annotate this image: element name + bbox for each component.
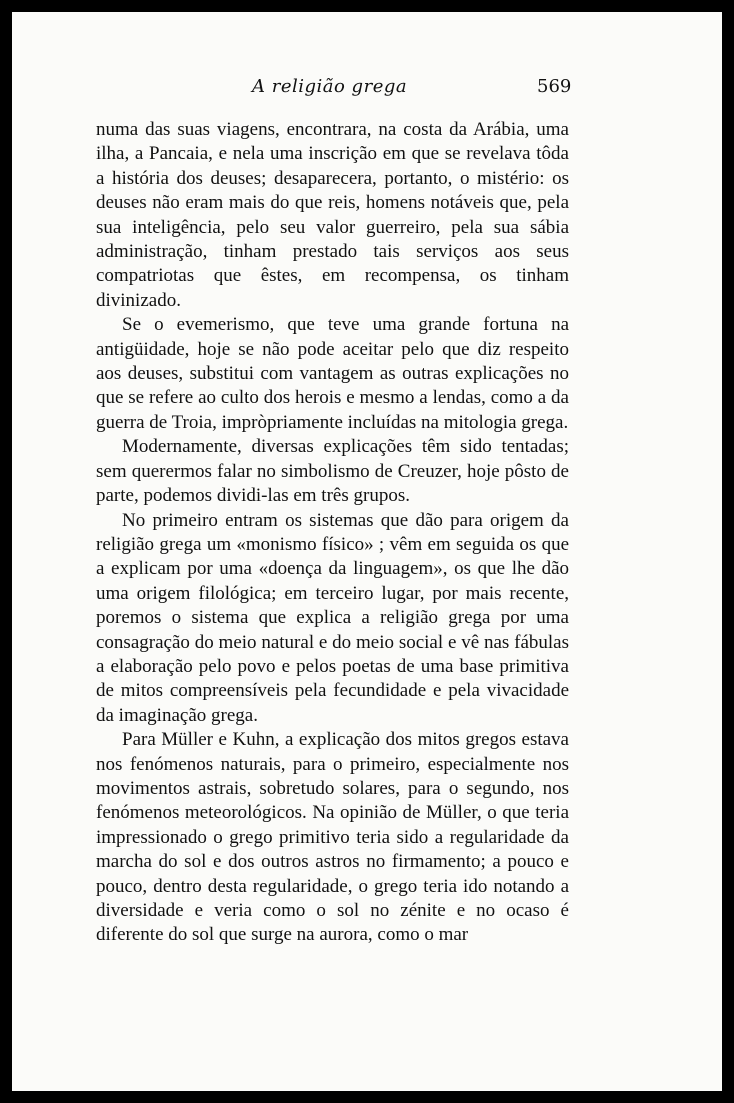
book-page bbox=[12, 12, 722, 1091]
paragraph-evemerismo: Se o evemerismo, que teve uma grande fortuna na antigüidade, hoje se não pode aceitar pelo que diz respeito aos deuses, substitui com vantagem as outras explicações no que se refere ao culto dos herois e mesmo a lendas, como a da guerra de Troia, impròpriamente incluídas na mitologia grega. bbox=[96, 314, 569, 433]
paragraph-muller-kuhn: Para Müller e Kuhn, a explicação dos mitos gregos estava nos fenómenos naturais, para o primeiro, especialmente nos movimentos astrais, sobretudo solares, para o segundo, nos fenómenos meteorológicos. Na opinião de Müller, o que teria impressionado o grego primitivo teria sido a regularidade da marcha do sol e dos outros astros no firmamento; a pouco e pouco, dentro desta regularidade, o grego teria ido notando a diversidade e veria como o sol no zénite e no ocaso é diferente do sol que surge na aurora, como o mar bbox=[96, 729, 569, 946]
paragraph-continuation: numa das suas viagens, encontrara, na costa da Arábia, uma ilha, a Pancaia, e nela uma inscrição em que se revelava tôda a história dos deuses; desaparecera, portanto, o mistério: os deuses não eram mais do que reis, homens notáveis que, pela sua inteligência, pelo seu valor guerreiro, pela sua sábia administração, tinham prestado tais serviços aos seus compatriotas que êstes, em recompensa, os tinham divinizado. bbox=[96, 119, 569, 311]
paragraph-modernamente: Modernamente, diversas explicações têm sido tentadas; sem querermos falar no simbolismo de Creuzer, hoje pôsto de parte, podemos dividi-las em três grupos. bbox=[96, 436, 569, 507]
paragraph-primeiro-grupo: No primeiro entram os sistemas que dão para origem da religião grega um «monismo físico» ; vêm em seguida os que a explicam por uma «doença da linguagem», os que lhe dão uma origem filológica; em terceiro lugar, por mais recente, poremos o sistema que explica a religião grega por uma consagração do meio natural e do meio social e vê nas fábulas a elaboração pelo povo e pelos poetas de uma base primitiva de mitos compreensíveis pela fecundidade e pela vivacidade da imaginação grega. bbox=[96, 509, 569, 726]
page-number: 569 bbox=[537, 76, 572, 97]
page-header bbox=[12, 76, 722, 106]
page-body bbox=[96, 118, 569, 948]
running-title: A religião grega bbox=[252, 76, 408, 97]
